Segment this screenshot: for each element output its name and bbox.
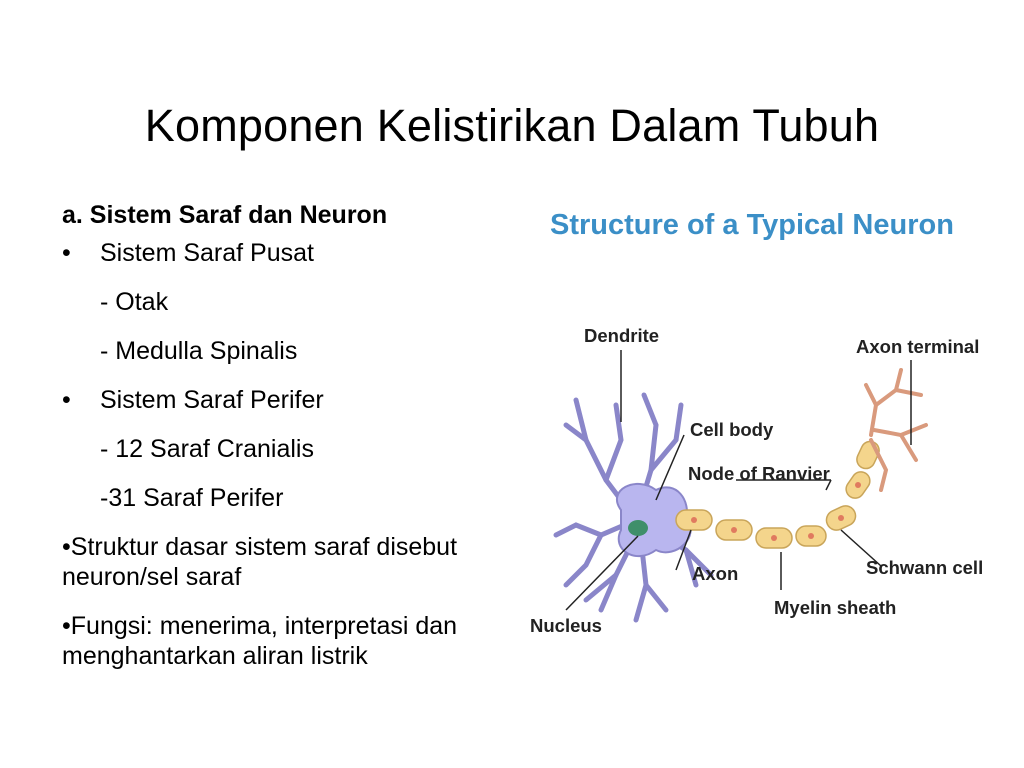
label-dendrite: Dendrite (584, 325, 660, 346)
label-axon: Axon (692, 563, 739, 584)
bullet-glyph: • (62, 386, 71, 414)
label-axon-terminal: Axon terminal (856, 336, 980, 357)
list-item-text: -31 Saraf Perifer (100, 484, 284, 512)
list-item-sistem-saraf-pusat (62, 238, 522, 268)
list-item-sistem-saraf-perifer (62, 385, 522, 415)
label-nucleus: Nucleus (530, 615, 602, 636)
list-item-text: Sistem Saraf Pusat (100, 239, 314, 267)
list-item-text: - 12 Saraf Cranialis (100, 435, 314, 463)
list-item-saraf-cranialis (62, 434, 522, 464)
slide-content (62, 200, 522, 690)
diagram-title: Structure of a Typical Neuron (550, 209, 954, 241)
list-item-medulla-spinalis (62, 336, 522, 366)
bullet-glyph: • (62, 239, 71, 267)
label-myelin-sheath: Myelin sheath (774, 597, 897, 618)
list-item-text: - Medulla Spinalis (100, 337, 298, 365)
list-item-text: Fungsi: menerima, interpretasi dan menghantarkan aliran listrik (62, 612, 458, 670)
bullet-glyph: • (62, 612, 71, 640)
neuron-diagram (526, 190, 996, 650)
section-subheading: a. Sistem Saraf dan Neuron (62, 201, 388, 229)
list-item-text: Sistem Saraf Perifer (100, 386, 324, 414)
list-item-saraf-perifer (62, 483, 522, 513)
neuron-diagram-svg (526, 190, 996, 650)
axon-terminals (866, 370, 926, 490)
label-node-of-ranvier: Node of Ranvier (688, 463, 830, 484)
list-item-text: - Otak (100, 288, 169, 316)
slide-title: Komponen Kelistirikan Dalam Tubuh (144, 100, 880, 152)
label-schwann-cell: Schwann cell (866, 557, 984, 578)
list-item-fungsi (62, 611, 522, 671)
myelin-sheath-segments (676, 439, 882, 548)
label-cell-body: Cell body (690, 419, 774, 440)
list-item-otak (62, 287, 522, 317)
nucleus-shape (628, 520, 648, 536)
list-item-struktur-dasar (62, 532, 522, 592)
list-item-text: Struktur dasar sistem saraf disebut neuron/sel saraf (62, 533, 458, 591)
bullet-glyph: • (62, 533, 71, 561)
